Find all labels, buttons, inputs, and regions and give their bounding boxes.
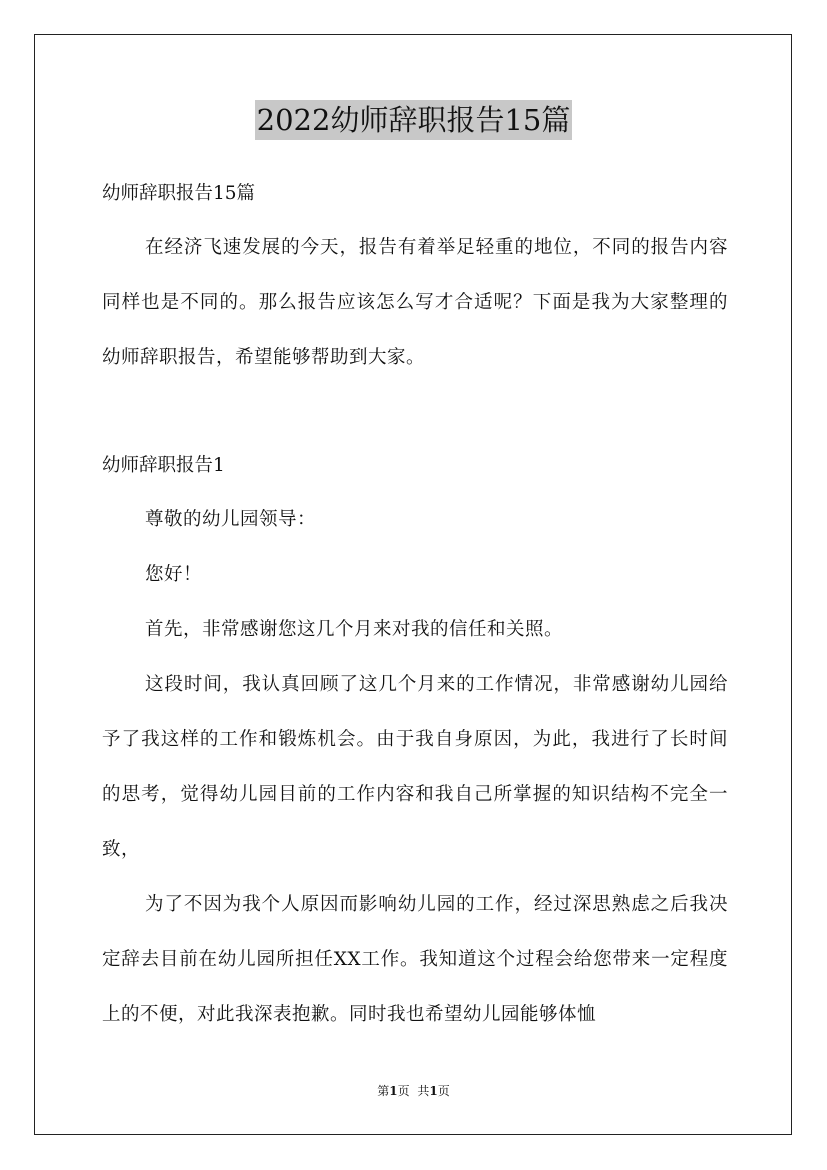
letter-body bbox=[102, 492, 728, 1042]
title-container bbox=[0, 100, 827, 140]
greeting-paragraph: 您好！ bbox=[145, 564, 203, 585]
subtitle-block bbox=[102, 180, 728, 208]
body-paragraph-2: 这段时间，我认真回顾了这几个月来的工作情况，非常感谢幼儿园给予了我这样的工作和锻炼机会。由于我自身原因，为此，我进行了长时间的思考，觉得幼儿园目前的工作内容和我自己所掌握的知识结构不完全一致， bbox=[102, 674, 728, 860]
salutation-paragraph: 尊敬的幼儿园领导： bbox=[145, 509, 317, 530]
section-heading: 幼师辞职报告1 bbox=[102, 455, 225, 476]
document-subtitle: 幼师辞职报告15篇 bbox=[102, 183, 256, 204]
document-title: 2022幼师辞职报告15篇 bbox=[255, 100, 573, 140]
body-paragraph-1: 首先，非常感谢您这几个月来对我的信任和关照。 bbox=[145, 619, 564, 640]
body-paragraph-3: 为了不因为我个人原因而影响幼儿园的工作，经过深思熟虑之后我决定辞去目前在幼儿园所担任XX工作。我知道这个过程会给您带来一定程度上的不便，对此我深表抱歉。同时我也希望幼儿园能够体恤 bbox=[102, 894, 728, 1025]
footer-page-suffix: 页 bbox=[397, 1084, 410, 1098]
footer-total-prefix: 共 bbox=[417, 1084, 430, 1098]
section-heading-block bbox=[102, 452, 728, 480]
footer-total-number: 1 bbox=[429, 1084, 438, 1098]
footer-page-number: 1 bbox=[389, 1084, 398, 1098]
intro-paragraph: 在经济飞速发展的今天，报告有着举足轻重的地位，不同的报告内容同样也是不同的。那么报告应该怎么写才合适呢？下面是我为大家整理的幼师辞职报告，希望能够帮助到大家。 bbox=[102, 237, 728, 368]
footer-page-prefix: 第 bbox=[377, 1084, 390, 1098]
page-footer bbox=[0, 1082, 827, 1099]
intro-block bbox=[102, 220, 728, 385]
footer-total-suffix: 页 bbox=[437, 1084, 450, 1098]
